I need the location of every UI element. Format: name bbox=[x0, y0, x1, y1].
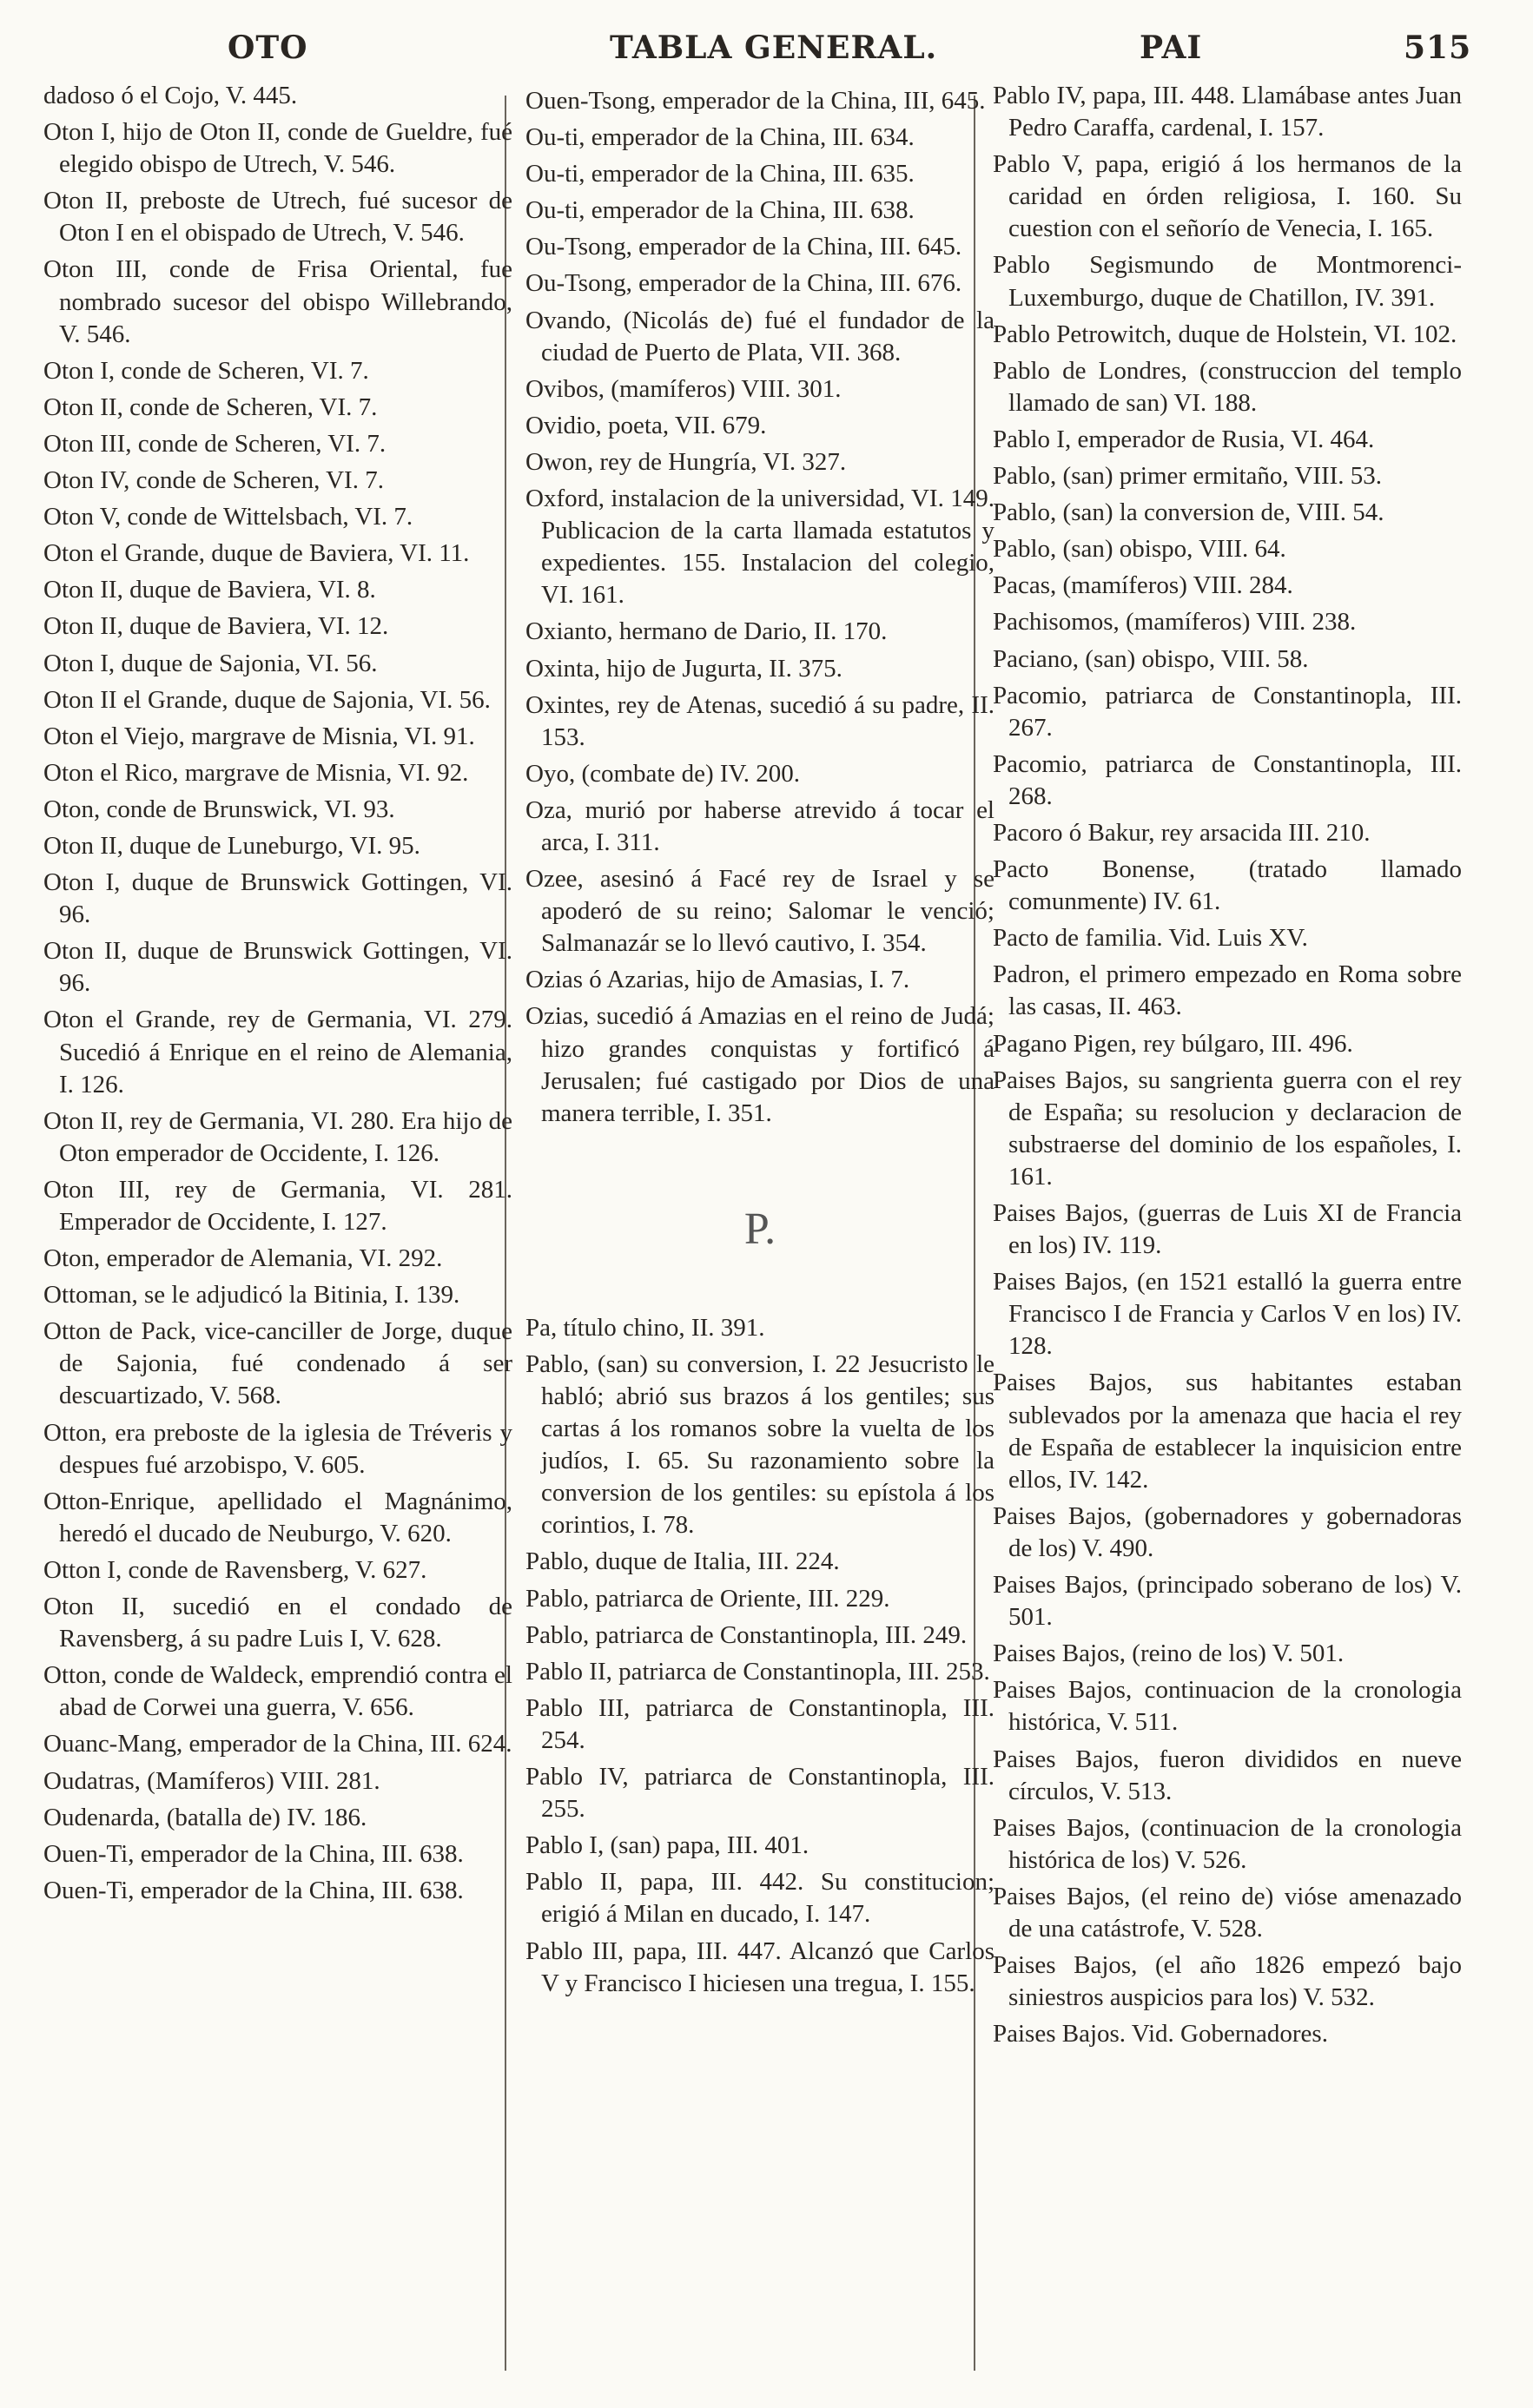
index-entry: Oton I, hijo de Oton II, conde de Gueldre, fué elegido obispo de Utrech, V. 546. bbox=[43, 118, 512, 179]
index-entry: Oton II, duque de Baviera, VI. 12. bbox=[43, 612, 389, 641]
index-entry: Oton el Grande, rey de Germania, VI. 279. Sucedió á Enrique en el reino de Alemania, I. 126. bbox=[43, 1006, 512, 1098]
index-entry: Oxianto, hermano de Dario, II. 170. bbox=[525, 617, 888, 646]
index-entry: Otton, era preboste de la iglesia de Tréveris y despues fué arzobispo, V. 605. bbox=[43, 1418, 512, 1479]
index-entry: Oxintes, rey de Atenas, sucedió á su padre, II. 153. bbox=[525, 690, 994, 751]
index-entry: Oton II, duque de Baviera, VI. 8. bbox=[43, 576, 376, 604]
index-entry: Ouen-Tsong, emperador de la China, III, 645. bbox=[525, 87, 986, 115]
index-entry: Oza, murió por haberse atrevido á tocar el arca, I. 311. bbox=[525, 795, 994, 856]
index-entry: Oyo, (combate de) IV. 200. bbox=[525, 759, 800, 788]
index-entry: Ou-Tsong, emperador de la China, III. 676. bbox=[525, 269, 962, 298]
index-column-1 bbox=[43, 80, 512, 1911]
index-entry: Paises Bajos, (en 1521 estalló la guerra entre Francisco I de Francia y Carlos V en los) IV. 128. bbox=[993, 1268, 1462, 1361]
index-entry: Oton, conde de Brunswick, VI. 93. bbox=[43, 795, 395, 823]
index-entry: Pablo II, patriarca de Constantinopla, III. 253. bbox=[525, 1657, 990, 1686]
header-title: TABLA GENERAL. bbox=[610, 30, 938, 66]
index-entry: Oton el Rico, margrave de Misnia, VI. 92. bbox=[43, 758, 469, 787]
index-entry: Oton IV, conde de Scheren, VI. 7. bbox=[43, 466, 384, 495]
index-entry: Paises Bajos, sus habitantes estaban sublevados por la amenaza que hacia el rey de España de establecer la inquisicion entre ellos, IV. 142. bbox=[993, 1369, 1462, 1494]
index-entry: Pablo Segismundo de Montmorenci-Luxemburgo, duque de Chatillon, IV. 391. bbox=[993, 251, 1462, 312]
index-entry: Paises Bajos, (reino de los) V. 501. bbox=[993, 1639, 1345, 1668]
index-entry: Oudenarda, (batalla de) IV. 186. bbox=[43, 1803, 367, 1831]
index-entry: Paises Bajos, continuacion de la cronologia histórica, V. 511. bbox=[993, 1676, 1462, 1737]
index-entry: Otton de Pack, vice-canciller de Jorge, duque de Sajonia, fué condenado á ser descuartizado, V. 568. bbox=[43, 1317, 512, 1410]
index-entry: Otton-Enrique, apellidado el Magnánimo, heredó el ducado de Neuburgo, V. 620. bbox=[43, 1487, 512, 1547]
index-entry: Padron, el primero empezado en Roma sobre las casas, II. 463. bbox=[993, 960, 1462, 1021]
index-entry: Pablo III, papa, III. 447. Alcanzó que Carlos V y Francisco I hiciesen una tregua, I. 155. bbox=[525, 1936, 994, 1997]
column-2-entries-o bbox=[525, 85, 994, 1130]
index-entry: Ou-ti, emperador de la China, III. 634. bbox=[525, 123, 915, 152]
index-entry: Ovibos, (mamíferos) VIII. 301. bbox=[525, 374, 842, 403]
index-entry: Oton el Grande, duque de Baviera, VI. 11. bbox=[43, 539, 470, 568]
index-entry: Oton I, duque de Sajonia, VI. 56. bbox=[43, 649, 378, 677]
index-entry: Pablo IV, patriarca de Constantinopla, III. 255. bbox=[525, 1763, 994, 1824]
index-entry: Pachisomos, (mamíferos) VIII. 238. bbox=[993, 608, 1357, 637]
index-entry: Ou-ti, emperador de la China, III. 638. bbox=[525, 196, 915, 225]
index-entry: Pacoro ó Bakur, rey arsacida III. 210. bbox=[993, 818, 1371, 847]
index-entry: Ouanc-Mang, emperador de la China, III. 624. bbox=[43, 1730, 512, 1758]
index-entry: Ozias ó Azarias, hijo de Amasias, I. 7. bbox=[525, 966, 910, 994]
index-entry: Pa, título chino, II. 391. bbox=[525, 1313, 765, 1342]
index-entry: Owon, rey de Hungría, VI. 327. bbox=[525, 447, 847, 476]
index-entry: Oton, emperador de Alemania, VI. 292. bbox=[43, 1244, 443, 1273]
index-entry: Pablo, (san) su conversion, I. 22 Jesucristo le habló; abrió sus brazos á los gentiles; sus cartas á los romanos sobre la vuelta de los judíos, I. 65. Su razonamiento sobre la conversion de los gentiles: su epístola á los corintios, I. 78. bbox=[525, 1349, 994, 1540]
index-entry: Ouen-Ti, emperador de la China, III. 638. bbox=[43, 1876, 464, 1904]
index-entry: Oton II el Grande, duque de Sajonia, VI. 56. bbox=[43, 685, 491, 714]
index-entry: Oton I, duque de Brunswick Gottingen, VI. 96. bbox=[43, 868, 512, 929]
index-entry: Oton V, conde de Wittelsbach, VI. 7. bbox=[43, 503, 413, 531]
index-entry: Paises Bajos, (gobernadores y gobernadoras de los) V. 490. bbox=[993, 1501, 1462, 1562]
index-entry: Pacas, (mamíferos) VIII. 284. bbox=[993, 571, 1293, 600]
index-entry: Oton III, conde de Scheren, VI. 7. bbox=[43, 429, 387, 458]
index-entry: dadoso ó el Cojo, V. 445. bbox=[43, 82, 298, 109]
index-entry: Pacomio, patriarca de Constantinopla, III. 268. bbox=[993, 749, 1462, 810]
index-entry: Oton II, sucedió en el condado de Ravensberg, á su padre Luis I, V. 628. bbox=[43, 1593, 512, 1653]
index-entry: Oton III, rey de Germania, VI. 281. Emperador de Occidente, I. 127. bbox=[43, 1175, 512, 1236]
index-entry: Pablo II, papa, III. 442. Su constitucion; erigió á Milan en ducado, I. 147. bbox=[525, 1868, 994, 1929]
index-entry: Pablo, (san) primer ermitaño, VIII. 53. bbox=[993, 462, 1383, 491]
index-column-3 bbox=[993, 80, 1462, 2055]
index-entry: Oton II, duque de Luneburgo, VI. 95. bbox=[43, 831, 420, 860]
index-entry: Pablo I, (san) papa, III. 401. bbox=[525, 1831, 809, 1860]
index-entry: Oton I, conde de Scheren, VI. 7. bbox=[43, 356, 369, 385]
index-entry: Pablo de Londres, (construccion del templo llamado de san) VI. 188. bbox=[993, 356, 1462, 417]
index-entry: Oton II, conde de Scheren, VI. 7. bbox=[43, 393, 378, 421]
index-entry: Pacomio, patriarca de Constantinopla, III. 267. bbox=[993, 681, 1462, 742]
index-entry: Pablo I, emperador de Rusia, VI. 464. bbox=[993, 425, 1375, 453]
index-entry: Otton, conde de Waldeck, emprendió contra el abad de Corwei una guerra, V. 656. bbox=[43, 1661, 512, 1722]
index-entry: Paciano, (san) obispo, VIII. 58. bbox=[993, 644, 1309, 673]
index-entry: Oton II, duque de Brunswick Gottingen, VI. 96. bbox=[43, 937, 512, 998]
page-number: 515 bbox=[1404, 30, 1472, 66]
index-entry: Paises Bajos, (principado soberano de los) V. 501. bbox=[993, 1571, 1462, 1632]
index-entry: Pablo III, patriarca de Constantinopla, III. 254. bbox=[525, 1693, 994, 1754]
index-entry: Oxford, instalacion de la universidad, VI. 149. Publicacion de la carta llamada estatutos y expedientes. 155. Instalacion del colegio, VI. 161. bbox=[525, 485, 994, 610]
index-entry: Paises Bajos, (el año 1826 empezó bajo siniestros auspicios para los) V. 532. bbox=[993, 1951, 1462, 2012]
index-entry: Pablo Petrowitch, duque de Holstein, VI. 102. bbox=[993, 320, 1457, 348]
index-entry: Ou-ti, emperador de la China, III. 635. bbox=[525, 160, 915, 188]
page-header bbox=[43, 30, 1503, 82]
index-entry: Pagano Pigen, rey búlgaro, III. 496. bbox=[993, 1029, 1353, 1058]
index-entry: Oxinta, hijo de Jugurta, II. 375. bbox=[525, 654, 842, 683]
index-entry: Otton I, conde de Ravensberg, V. 627. bbox=[43, 1555, 427, 1584]
index-column-2 bbox=[525, 85, 994, 2004]
index-entry: Oton el Viejo, margrave de Misnia, VI. 91. bbox=[43, 722, 475, 750]
index-entry: Pacto de familia. Vid. Luis XV. bbox=[993, 924, 1308, 953]
index-entry: Pablo, patriarca de Oriente, III. 229. bbox=[525, 1584, 890, 1613]
index-entry: Ozee, asesinó á Facé rey de Israel y se apoderó de su reino; Salomar le venció; Salmanazár se lo llevó cautivo, I. 354. bbox=[525, 865, 994, 958]
index-entry: Pablo IV, papa, III. 448. Llamábase antes Juan Pedro Caraffa, cardenal, I. 157. bbox=[993, 82, 1462, 142]
header-left-guide: OTO bbox=[228, 30, 308, 66]
index-entry: Oton II, preboste de Utrech, fué sucesor de Oton I en el obispado de Utrech, V. 546. bbox=[43, 187, 512, 247]
index-entry: Paises Bajos, fueron divididos en nueve círculos, V. 513. bbox=[993, 1745, 1462, 1805]
index-entry: Ouen-Ti, emperador de la China, III. 638. bbox=[43, 1839, 464, 1868]
index-entry: Pablo V, papa, erigió á los hermanos de la caridad en órden religiosa, I. 160. Su cuestion con el señorío de Venecia, I. 165. bbox=[993, 150, 1462, 243]
index-entry: Pablo, patriarca de Constantinopla, III. 249. bbox=[525, 1620, 968, 1649]
index-entry: Ottoman, se le adjudicó la Bitinia, I. 139. bbox=[43, 1281, 460, 1310]
index-entry: Paises Bajos, (el reino de) vióse amenazado de una catástrofe, V. 528. bbox=[993, 1882, 1462, 1943]
index-entry: Pablo, duque de Italia, III. 224. bbox=[525, 1547, 840, 1576]
index-entry: Oton III, conde de Frisa Oriental, fue nombrado sucesor del obispo Willebrando, V. 546. bbox=[43, 255, 512, 348]
index-entry: Oudatras, (Mamíferos) VIII. 281. bbox=[43, 1766, 380, 1795]
column-2-entries-p bbox=[525, 1312, 994, 2000]
index-entry: Paises Bajos, (continuacion de la cronologia histórica de los) V. 526. bbox=[993, 1813, 1462, 1874]
index-entry: Paises Bajos. Vid. Gobernadores. bbox=[993, 2020, 1328, 2048]
index-entry: Ou-Tsong, emperador de la China, III. 645. bbox=[525, 233, 962, 261]
index-entry: Pacto Bonense, (tratado llamado comunmente) IV. 61. bbox=[993, 855, 1462, 916]
index-entry: Ozias, sucedió á Amazias en el reino de Judá; hizo grandes conquistas y fortificó á Jerusalen; fué castigado por Dios de una manera terrible, I. 351. bbox=[525, 1002, 994, 1127]
index-entry: Pablo, (san) la conversion de, VIII. 54. bbox=[993, 498, 1384, 527]
index-entry: Paises Bajos, su sangrienta guerra con el rey de España; su resolucion y declaracion de substraerse del dominio de los españoles, I. 161. bbox=[993, 1065, 1462, 1191]
index-entry: Pablo, (san) obispo, VIII. 64. bbox=[993, 535, 1286, 564]
index-entry: Ovando, (Nicolás de) fué el fundador de la ciudad de Puerto de Plata, VII. 368. bbox=[525, 306, 994, 366]
section-letter: P. bbox=[743, 1204, 776, 1254]
index-entry: Paises Bajos, (guerras de Luis XI de Francia en los) IV. 119. bbox=[993, 1199, 1462, 1260]
index-entry: Oton II, rey de Germania, VI. 280. Era hijo de Oton emperador de Occidente, I. 126. bbox=[43, 1106, 512, 1167]
index-entry: Ovidio, poeta, VII. 679. bbox=[525, 411, 767, 439]
header-right-guide: PAI bbox=[1140, 30, 1203, 66]
